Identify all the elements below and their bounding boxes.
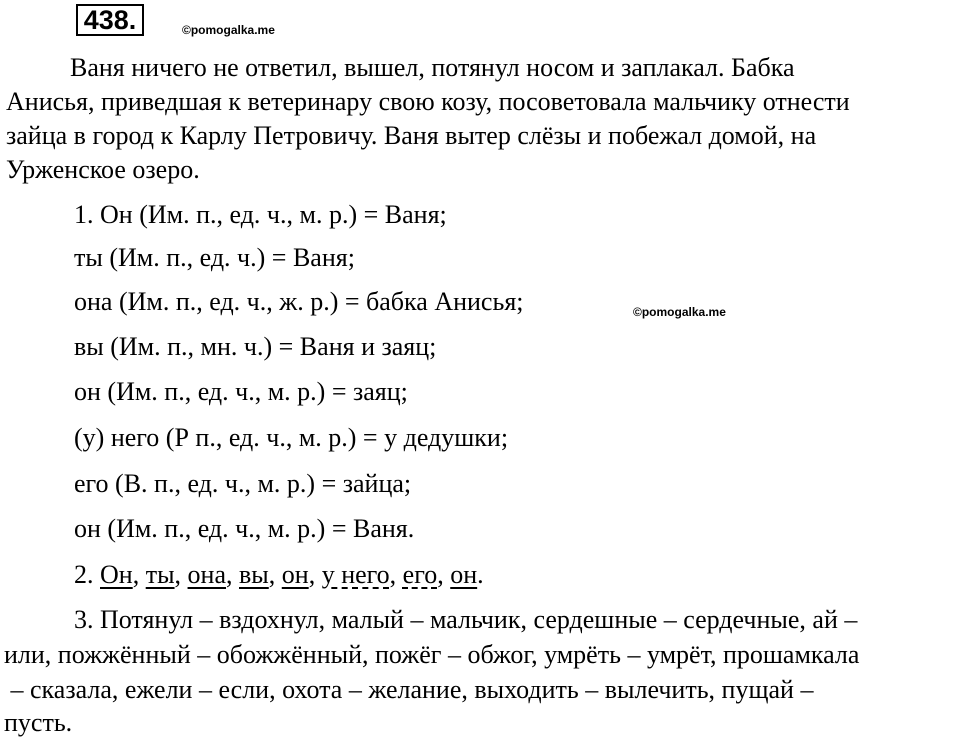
item2-sep: , <box>437 560 451 589</box>
intro-line-3: зайца в город к Карлу Петровичу. Ваня вытер слёзы и побежал домой, на <box>6 121 817 150</box>
item1-line-6: (у) него (Р п., ед. ч., м. р.) = у дедушки; <box>74 423 509 452</box>
item2-word-6: у него <box>321 560 390 589</box>
item2-word-2: ты <box>145 560 175 589</box>
watermark-middle: ©pomogalka.me <box>633 305 726 319</box>
item1-line-4: вы (Им. п., мн. ч.) = Ваня и заяц; <box>74 332 437 361</box>
item2-sep: , <box>226 560 240 589</box>
item2-sep: , <box>389 560 403 589</box>
item1-line-8: он (Им. п., ед. ч., м. р.) = Ваня. <box>74 514 415 543</box>
task-number: 438. <box>83 5 137 35</box>
item1-line-3: она (Им. п., ед. ч., ж. р.) = бабка Анисья; <box>74 287 524 316</box>
intro-line-2: Анисья, приведшая к ветеринару свою козу, посоветовала мальчику отнести <box>6 87 850 116</box>
item2-word-1: Он <box>100 560 133 589</box>
item1-line-7: его (В. п., ед. ч., м. р.) = зайца; <box>74 469 412 498</box>
item2-suffix: . <box>477 560 484 589</box>
item1-line-5: он (Им. п., ед. ч., м. р.) = заяц; <box>74 377 408 406</box>
item2-prefix: 2. <box>74 560 100 589</box>
intro-line-4: Урженское озеро. <box>6 155 200 184</box>
item2-sep: , <box>174 560 188 589</box>
item2-word-4: вы <box>239 560 269 589</box>
watermark-top: ©pomogalka.me <box>182 23 275 37</box>
item2-sep: , <box>308 560 322 589</box>
item1-line-2: ты (Им. п., ед. ч.) = Ваня; <box>74 243 355 272</box>
item2-line <box>74 560 484 590</box>
item2-sep: , <box>268 560 282 589</box>
item3-line-2: или, пожжённый – обожжённый, пожёг – обжог, умрёть – умрёт, прошамкала <box>4 640 860 669</box>
item2-word-3: она <box>187 560 227 589</box>
item2-word-5: он <box>281 560 309 589</box>
item2-word-8: он <box>450 560 478 589</box>
task-number-box <box>76 4 144 36</box>
item2-sep: , <box>132 560 146 589</box>
item3-line-3: – сказала, ежели – если, охота – желание, выходить – вылечить, пущай – <box>4 675 814 704</box>
item3-line-1: 3. Потянул – вздохнул, малый – мальчик, сердешные – сердечные, ай – <box>74 605 858 634</box>
item2-word-7: его <box>402 560 438 589</box>
item1-line-1: 1. Он (Им. п., ед. ч., м. р.) = Ваня; <box>74 200 447 229</box>
item3-line-4: пусть. <box>4 708 73 737</box>
intro-line-1: Ваня ничего не ответил, вышел, потянул носом и заплакал. Бабка <box>70 53 795 82</box>
